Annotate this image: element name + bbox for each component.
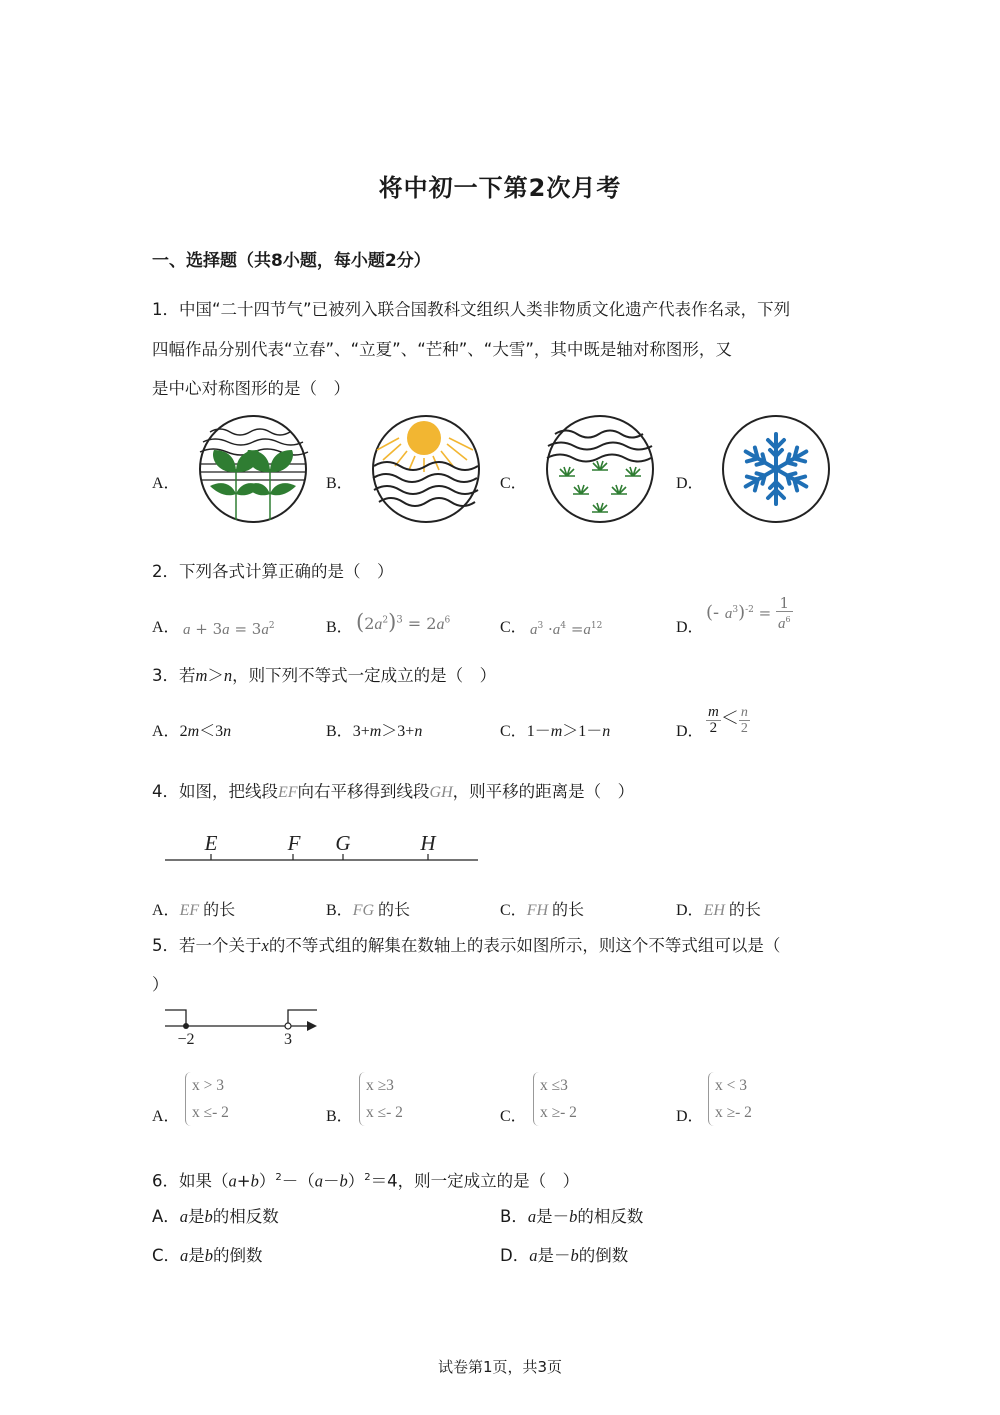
q5-option-b-system: x ≥3 x ≤- 2 [359,1072,403,1126]
q1-line3: 是中心对称图形的是（ ） [152,379,350,398]
spring-sprout-icon [198,414,308,524]
q1-line2: 四幅作品分别代表“立春”、“立夏”、“芒种”、“大雪”，其中既是轴对称图形，又 [152,340,732,359]
segment-figure [165,828,480,864]
q1-option-b-label[interactable]: B． [326,475,353,492]
point-h-label: H [420,831,436,855]
q6-option-b[interactable]: B．a是－b的相反数 [500,1207,644,1226]
q3-option-c[interactable]: C．1－m＞1－n [500,721,611,740]
q5-option-d-system: x < 3 x ≥- 2 [708,1072,752,1126]
q2-option-a-label[interactable]: A． [152,619,180,636]
q3-option-d-label[interactable]: D． [676,723,704,740]
q5-option-c-system: x ≤3 x ≥- 2 [533,1072,577,1126]
q5-option-a-label[interactable]: A． [152,1108,180,1125]
q5-stem: 5．若一个关于x的不等式组的解集在数轴上的表示如图所示，则这个不等式组可以是（ [152,936,781,955]
q5-option-c-label[interactable]: C． [500,1108,527,1125]
q1-line1: 1．中国“二十四节气”已被列入联合国教科文组织人类非物质文化遗产代表作名录，下列 [152,300,791,319]
q6-stem: 6．如果$(a+b)^2-(a-b)^2=4$，则一定成立的是（ ） [152,1171,580,1191]
q5-option-d-label[interactable]: D． [676,1108,704,1125]
q1-option-d-label[interactable]: D． [676,475,704,492]
q4-option-d[interactable]: D．EH 的长 [676,900,761,919]
q5-option-a-system: x > 3 x ≤- 2 [185,1072,229,1126]
section-heading: 一、选择题（共8小题，每小题2分） [152,251,431,271]
q5-option-b-label[interactable]: B． [326,1108,353,1125]
snowflake-icon [721,414,831,524]
axis-right-label: 3 [284,1031,292,1048]
q2-option-c-label[interactable]: C． [500,619,527,636]
grain-sprouts-icon [545,414,655,524]
q6-option-c[interactable]: C．a是b的倒数 [152,1246,263,1265]
q3-option-a[interactable]: A．2m＜3n [152,721,232,740]
q4-option-a[interactable]: A．EF 的长 [152,900,236,919]
page-footer: 试卷第1页，共3页 [437,1358,563,1376]
point-e-label: E [204,831,218,855]
number-line-figure [165,1006,325,1046]
q1-option-c-label[interactable]: C． [500,475,527,492]
point-f-label: F [287,831,301,855]
q2-option-b-formula: $(2a^2)^3 = 2a^6$ [356,610,451,634]
q6-option-a[interactable]: A．a是b的相反数 [152,1207,279,1226]
q6-option-d[interactable]: D．a是－b的倒数 [500,1246,629,1265]
point-g-label: G [335,831,351,855]
q3-stem: 3．若m＞n，则下列不等式一定成立的是（ ） [152,666,497,685]
q2-option-c-formula: $a^3 \cdot a^4 =a^{12}$ [530,620,603,638]
q1-option-a-label[interactable]: A． [152,475,180,492]
q2-option-b-label[interactable]: B． [326,619,353,636]
q3-option-b[interactable]: B．3+m＞3+n [326,721,423,740]
q2-option-d-label[interactable]: D． [676,619,704,636]
q4-option-b[interactable]: B．FG 的长 [326,900,411,919]
q4-stem: 4．如图，把线段EF向右平移得到线段GH，则平移的距离是（ ） [152,782,635,801]
q4-option-c[interactable]: C．FH 的长 [500,900,585,919]
q2-option-d-formula: (- $a^3)^{-2}$ = $\frac{1}{a^6}$ [706,594,791,632]
q5-stem-close: ） [152,975,169,994]
page-title: 将中初一下第2次月考 [378,174,622,202]
summer-sun-icon [371,414,481,524]
axis-left-label: −2 [177,1031,195,1048]
q3-option-d-formula: $\frac{m}{2}$ ＜ $\frac{n}{2}$ [708,703,748,736]
q2-option-a-formula: $a + 3a = 3a^2$ [183,620,275,638]
q2-stem: 2．下列各式计算正确的是（ ） [152,562,394,581]
